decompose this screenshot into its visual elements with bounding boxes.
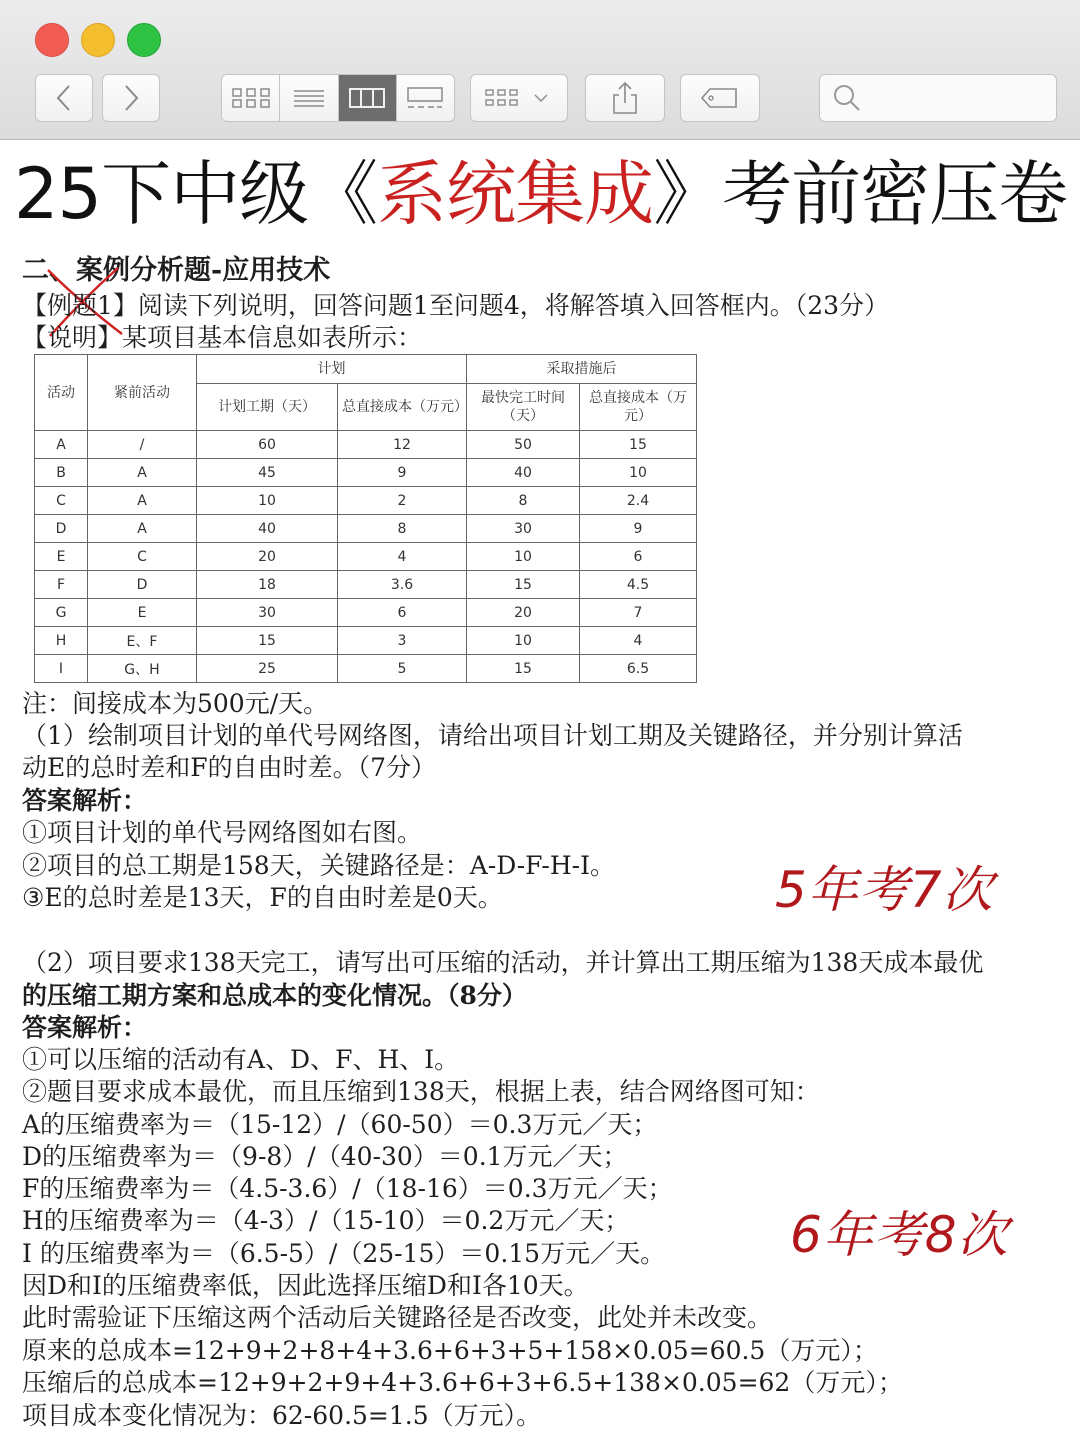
close-window-button[interactable] [35, 23, 69, 57]
search-field[interactable] [819, 74, 1057, 122]
tag-icon [700, 86, 740, 110]
q2-answer-label: 答案解析： [22, 1013, 148, 1042]
table-cell: 50 [467, 431, 580, 459]
table-cell: 8 [467, 487, 580, 515]
table-cell: 7 [580, 599, 697, 627]
table-cell: 15 [580, 431, 697, 459]
table-cell: 10 [467, 543, 580, 571]
q1-answer-1: ①项目计划的单代号网络图如右图。 [22, 818, 423, 847]
zoom-window-button[interactable] [127, 23, 161, 57]
table-cell: 10 [197, 487, 338, 515]
table-cell: 40 [467, 459, 580, 487]
q2-text-line2: 的压缩工期方案和总成本的变化情况。（8分） [22, 981, 527, 1010]
table-cell: 25 [197, 655, 338, 683]
q2-answer-line: 因D和I的压缩费率低，因此选择压缩D和I各10天。 [22, 1271, 589, 1300]
grid-view-button[interactable] [222, 75, 280, 121]
table-cell: 6 [338, 599, 467, 627]
col-fast-days: 最快完工时间（天） [467, 384, 580, 431]
table-row [35, 627, 697, 655]
table-cell: H [35, 627, 88, 655]
q1-answer-label: 答案解析： [22, 786, 148, 815]
table-cell: 30 [197, 599, 338, 627]
table-cell: D [88, 571, 197, 599]
table-cell: A [88, 459, 197, 487]
frequency-stamp-2: 6年考8次 [790, 1206, 1009, 1264]
gallery-view-button[interactable] [397, 75, 454, 121]
table-row [35, 655, 697, 683]
table-row [35, 487, 697, 515]
q2-answer-line: 压缩后的总成本=12+9+2+9+4+3.6+6+3+6.5+138×0.05=62（万元）； [22, 1368, 903, 1397]
table-note: 注：间接成本为500元/天。 [22, 689, 329, 718]
table-cell: 5 [338, 655, 467, 683]
table-cell: 12 [338, 431, 467, 459]
table-cell: A [88, 515, 197, 543]
table-row [35, 515, 697, 543]
col-plan-cost: 总直接成本（万元） [338, 384, 467, 431]
q1-answer-3: ③E的总时差是13天，F的自由时差是0天。 [22, 883, 503, 912]
table-cell: 4.5 [580, 571, 697, 599]
table-row [35, 431, 697, 459]
table-cell: / [88, 431, 197, 459]
table-row [35, 599, 697, 627]
table-cell: 15 [197, 627, 338, 655]
list-view-icon [292, 86, 326, 110]
table-cell: 30 [467, 515, 580, 543]
question-description: 【说明】某项目基本信息如表所示： [22, 323, 423, 352]
page-title [14, 148, 1074, 240]
q2-answer-line: 原来的总成本=12+9+2+8+4+3.6+6+3+5+158×0.05=60.5（万元）； [22, 1336, 878, 1365]
q2-answer-line: 项目成本变化情况为：62-60.5=1.5（万元）。 [22, 1401, 542, 1430]
section-heading: 二、案例分析题-应用技术 [22, 255, 331, 286]
table-cell: 15 [467, 571, 580, 599]
minimize-window-button[interactable] [81, 23, 115, 57]
table-cell: C [88, 543, 197, 571]
table-cell: I [35, 655, 88, 683]
question-intro: 【例题1】阅读下列说明，回答问题1至问题4，将解答填入回答框内。（23分） [22, 291, 890, 320]
table-cell: 2 [338, 487, 467, 515]
q1-text-line2: 动E的总时差和F的自由时差。（7分） [22, 753, 437, 782]
table-cell: 4 [580, 627, 697, 655]
table-cell: 3 [338, 627, 467, 655]
window-toolbar [0, 0, 1080, 140]
table-row [35, 571, 697, 599]
chevron-right-icon [121, 83, 141, 113]
forward-button[interactable] [102, 74, 160, 122]
table-cell: 4 [338, 543, 467, 571]
col-activity: 活动 [35, 355, 88, 431]
table-cell: B [35, 459, 88, 487]
group-plan: 计划 [197, 355, 467, 384]
table-cell: D [35, 515, 88, 543]
title-highlight: 系统集成 [377, 153, 654, 235]
table-cell: E [88, 599, 197, 627]
table-cell: 20 [197, 543, 338, 571]
table-cell: G、H [88, 655, 197, 683]
table-cell: F [35, 571, 88, 599]
table-cell: 2.4 [580, 487, 697, 515]
list-view-button[interactable] [280, 75, 338, 121]
table-cell: 60 [197, 431, 338, 459]
table-cell: A [88, 487, 197, 515]
col-fast-cost: 总直接成本（万元） [580, 384, 697, 431]
q2-answer-line: ①可以压缩的活动有A、D、F、H、I。 [22, 1045, 460, 1074]
table-cell: 8 [338, 515, 467, 543]
table-row [35, 459, 697, 487]
table-cell: C [35, 487, 88, 515]
q1-text-line1: （1）绘制项目计划的单代号网络图，请给出项目计划工期及关键路径，并分别计算活 [22, 721, 963, 750]
table-cell: 20 [467, 599, 580, 627]
frequency-stamp-1: 5年考7次 [775, 861, 994, 919]
q2-answer-line: I 的压缩费率为＝（6.5-5）/（25-15）＝0.15万元／天。 [22, 1239, 666, 1268]
q1-answer-2: ②项目的总工期是158天，关键路径是：A-D-F-H-I。 [22, 851, 615, 880]
grid-view-icon [231, 86, 271, 110]
q2-answer-line: F的压缩费率为＝（4.5-3.6）/（18-16）＝0.3万元／天； [22, 1174, 673, 1203]
table-cell: A [35, 431, 88, 459]
table-cell: 45 [197, 459, 338, 487]
share-icon [610, 81, 640, 115]
title-prefix: 25下中级《 [14, 153, 378, 235]
col-plan-days: 计划工期（天） [197, 384, 338, 431]
table-cell: E、F [88, 627, 197, 655]
activity-table [34, 354, 697, 683]
q2-answer-line: A的压缩费率为＝（15-12）/（60-50）＝0.3万元／天； [22, 1110, 658, 1139]
group-after: 采取措施后 [467, 355, 697, 384]
q2-answer-line: D的压缩费率为＝（9-8）/（40-30）＝0.1万元／天； [22, 1142, 628, 1171]
table-cell: G [35, 599, 88, 627]
col-predecessor: 紧前活动 [88, 355, 197, 431]
table-cell: 15 [467, 655, 580, 683]
q2-answer-line: ②题目要求成本最优，而且压缩到138天，根据上表，结合网络图可知： [22, 1077, 820, 1106]
q2-answer-line: 此时需验证下压缩这两个活动后关键路径是否改变，此处并未改变。 [22, 1303, 773, 1332]
table-cell: 10 [467, 627, 580, 655]
table-cell: 6 [580, 543, 697, 571]
arrange-menu-button[interactable] [470, 74, 568, 122]
q2-answer-line: H的压缩费率为＝（4-3）/（15-10）＝0.2万元／天； [22, 1206, 630, 1235]
table-cell: E [35, 543, 88, 571]
gallery-view-icon [406, 86, 444, 110]
table-cell: 18 [197, 571, 338, 599]
arrange-icon [484, 86, 554, 110]
title-suffix: 》考前密压卷 [653, 153, 1068, 235]
table-cell: 10 [580, 459, 697, 487]
chevron-left-icon [54, 83, 74, 113]
table-cell: 40 [197, 515, 338, 543]
tag-button[interactable] [680, 74, 760, 122]
column-view-icon [348, 86, 386, 110]
table-cell: 9 [580, 515, 697, 543]
view-mode-segmented-control [221, 74, 455, 122]
share-button[interactable] [585, 74, 665, 122]
back-button[interactable] [35, 74, 93, 122]
table-row [35, 543, 697, 571]
table-cell: 6.5 [580, 655, 697, 683]
search-icon [832, 83, 862, 113]
q2-text-line1: （2）项目要求138天完工，请写出可压缩的活动，并计算出工期压缩为138天成本最优 [22, 948, 984, 977]
table-cell: 3.6 [338, 571, 467, 599]
table-cell: 9 [338, 459, 467, 487]
column-view-button[interactable] [339, 75, 397, 121]
